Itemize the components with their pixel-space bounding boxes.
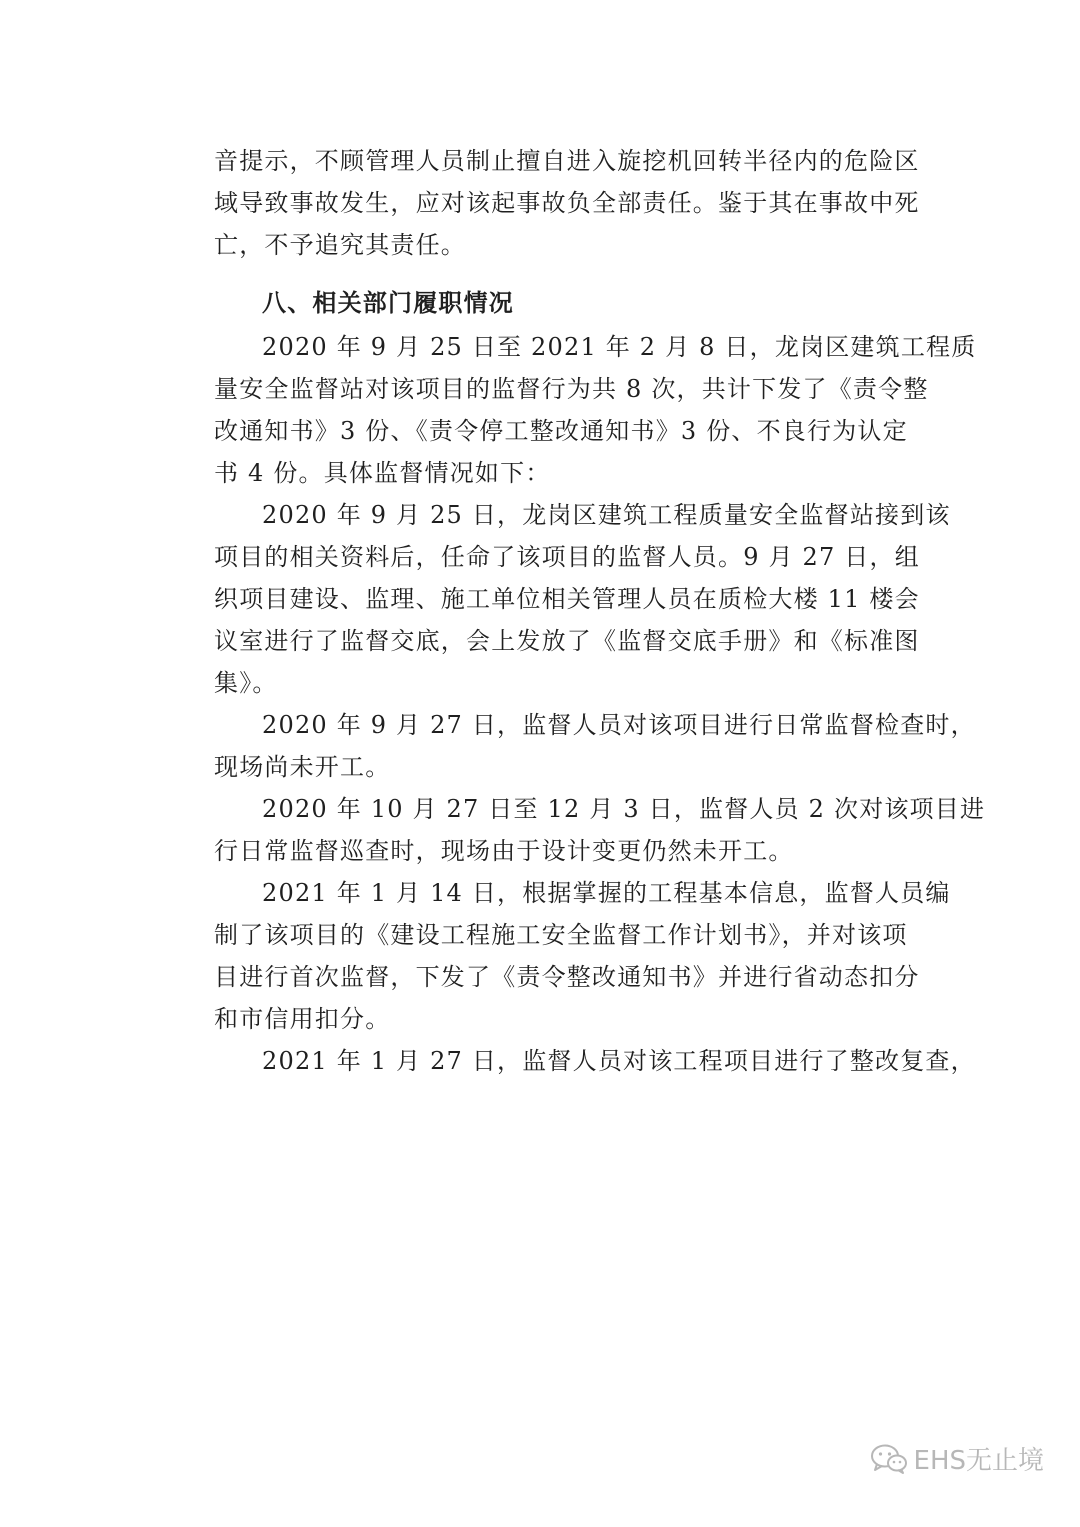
document-body xyxy=(214,140,986,1082)
paragraph-line: 制了该项目的《建设工程施工安全监督工作计划书》，并对该项 xyxy=(214,921,908,949)
paragraph-line: 书 4 份。具体监督情况如下： xyxy=(214,459,551,487)
paragraph-line: 域导致事故发生，应对该起事故负全部责任。鉴于其在事故中死 xyxy=(214,189,920,217)
paragraph-line: 现场尚未开工。 xyxy=(214,753,391,781)
paragraph-responsibility xyxy=(214,140,920,266)
paragraph-sep27 xyxy=(214,704,976,788)
watermark-text: EHS无止境 xyxy=(913,1446,1044,1476)
paragraph-line: 和市信用扣分。 xyxy=(214,1005,391,1033)
paragraph-supervision-summary xyxy=(214,326,977,494)
paragraph-line: 2021 年 1 月 14 日，根据掌握的工程基本信息，监督人员编 xyxy=(262,879,951,907)
paragraph-line: 音提示，不顾管理人员制止擅自进入旋挖机回转半径内的危险区 xyxy=(214,147,920,175)
paragraph-jan14 xyxy=(214,872,951,1040)
paragraph-jan27 xyxy=(214,1040,976,1082)
paragraph-line: 议室进行了监督交底，会上发放了《监督交底手册》和《标准图 xyxy=(214,627,920,655)
paragraph-line: 行日常监督巡查时，现场由于设计变更仍然未开工。 xyxy=(214,837,794,865)
paragraph-oct27-dec3 xyxy=(214,788,986,872)
paragraph-sep25 xyxy=(214,494,951,704)
watermark xyxy=(870,1440,1044,1477)
paragraph-line: 量安全监督站对该项目的监督行为共 8 次，共计下发了《责令整 xyxy=(214,375,929,403)
paragraph-line: 2020 年 9 月 27 日，监督人员对该项目进行日常监督检查时， xyxy=(262,711,976,739)
paragraph-line: 2020 年 10 月 27 日至 12 月 3 日，监督人员 2 次对该项目进 xyxy=(262,795,986,823)
paragraph-line: 织项目建设、监理、施工单位相关管理人员在质检大楼 11 楼会 xyxy=(214,585,920,613)
paragraph-line: 集》。 xyxy=(214,669,278,697)
wechat-icon xyxy=(870,1443,908,1475)
paragraph-line: 亡，不予追究其责任。 xyxy=(214,231,466,259)
paragraph-line: 2020 年 9 月 25 日至 2021 年 2 月 8 日，龙岗区建筑工程质 xyxy=(262,333,977,361)
paragraph-line: 2020 年 9 月 25 日，龙岗区建筑工程质量安全监督站接到该 xyxy=(262,501,951,529)
paragraph-line: 改通知书》3 份、《责令停工整改通知书》3 份、不良行为认定 xyxy=(214,417,908,445)
paragraph-line: 目进行首次监督，下发了《责令整改通知书》并进行省动态扣分 xyxy=(214,963,920,991)
paragraph-line: 2021 年 1 月 27 日，监督人员对该工程项目进行了整改复查， xyxy=(262,1047,976,1075)
paragraph-line: 项目的相关资料后，任命了该项目的监督人员。9 月 27 日，组 xyxy=(214,543,920,571)
section-heading: 八、相关部门履职情况 xyxy=(262,289,514,317)
